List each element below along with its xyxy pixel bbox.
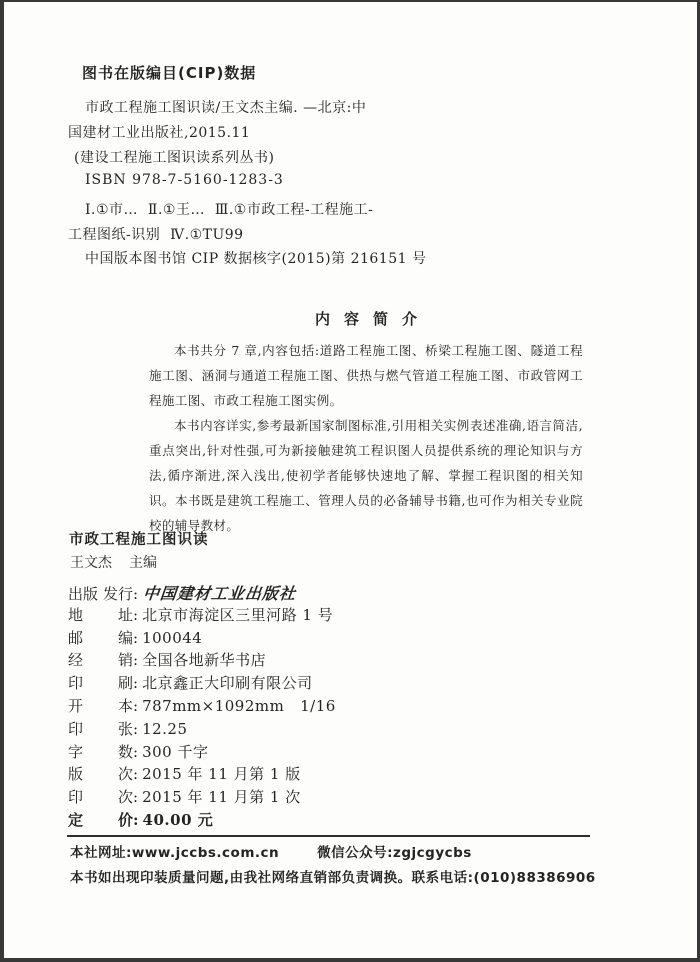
cip-heading: 图书在版编目(CIP)数据 bbox=[82, 64, 257, 82]
pub-label: 印 刷 bbox=[68, 674, 133, 693]
footer-contact-line bbox=[70, 841, 472, 861]
pub-value: 北京市海淀区三里河路 1 号 bbox=[142, 605, 334, 624]
pub-label: 出版 发行 bbox=[68, 585, 133, 603]
author-line bbox=[70, 552, 157, 572]
footer-website: 本社网址:www.jccbs.com.cn bbox=[70, 845, 280, 861]
pub-label: 字 数 bbox=[68, 742, 133, 761]
pub-row-printing: 印 次 : 2015 年 11 月第 1 次 bbox=[68, 788, 301, 807]
publication-details bbox=[68, 581, 548, 832]
pub-value: 北京鑫正大印刷有限公司 bbox=[142, 674, 313, 693]
footer-divider-rule bbox=[67, 835, 590, 837]
pub-row-printer: 印 刷 : 北京鑫正大印刷有限公司 bbox=[68, 674, 313, 693]
content-summary-section bbox=[149, 308, 583, 538]
pub-label: 邮 编 bbox=[68, 628, 133, 647]
footer-wechat: 微信公众号:zgjcgycbs bbox=[317, 845, 472, 861]
pub-value: 40.00 元 bbox=[142, 810, 214, 829]
book-title: 市政工程施工图识读 bbox=[69, 532, 209, 548]
pub-label: 开 本 bbox=[68, 696, 133, 715]
cip-record-number: 中国版本图书馆 CIP 数据核字(2015)第 216151 号 bbox=[85, 251, 427, 267]
pub-label: 地 址 bbox=[68, 605, 133, 624]
cip-isbn: ISBN 978-7-5160-1283-3 bbox=[85, 172, 284, 188]
author-role: 主编 bbox=[129, 555, 157, 571]
content-summary-paragraph-2: 本书内容详实,参考最新国家制图标准,引用相关实例表述准确,语言简洁,重点突出,针对性强,可为新接触建筑工程识图人员提供系统的理论知识与方法,循序渐进,深入浅出,使初学者能够快速地了解、掌握工程识图的相关知识。本书既是建筑工程施工、管理人员的必备辅导书籍,也可作为相关专业院校的辅导教材。 bbox=[149, 418, 583, 533]
pub-value: 300 千字 bbox=[142, 742, 209, 761]
pub-row-address: 地 址 : 北京市海淀区三里河路 1 号 bbox=[68, 605, 334, 624]
cip-publisher-line: 国建材工业出版社,2015.11 bbox=[68, 125, 251, 141]
pub-row-price: 定 价 : 40.00 元 bbox=[68, 810, 214, 829]
pub-value: 2015 年 11 月第 1 版 bbox=[142, 765, 301, 784]
pub-value: 2015 年 11 月第 1 次 bbox=[142, 788, 301, 807]
pub-label: 经 销 bbox=[68, 651, 133, 670]
pub-label: 印 张 bbox=[68, 719, 133, 738]
pub-row-publisher: 出版 发行 : 中国建材工业出版社 bbox=[68, 581, 548, 604]
cip-title-statement: 市政工程施工图识读/王文杰主编. —北京:中 bbox=[85, 100, 367, 116]
footer-quality-notice: 本书如出现印装质量问题,由我社网络直销部负责调换。联系电话:(010)88386906 bbox=[70, 870, 596, 886]
pub-value: 全国各地新华书店 bbox=[142, 651, 267, 670]
publisher-logotype: 中国建材工业出版社 bbox=[142, 584, 298, 603]
pub-row-postcode: 邮 编 : 100044 bbox=[68, 628, 203, 647]
cip-classification-line-1: Ⅰ.①市… Ⅱ.①王… Ⅲ.①市政工程-工程施工- bbox=[85, 202, 374, 218]
author-name: 王文杰 bbox=[70, 555, 112, 571]
pub-label: 版 次 bbox=[68, 765, 133, 784]
pub-row-edition: 版 次 : 2015 年 11 月第 1 版 bbox=[68, 765, 301, 784]
pub-row-format: 开 本 : 787mm×1092mm 1/16 bbox=[68, 696, 336, 715]
pub-row-sheets: 印 张 : 12.25 bbox=[68, 719, 188, 738]
pub-value: 100044 bbox=[142, 628, 203, 647]
cip-classification-line-2: 工程图纸-识别 Ⅳ.①TU99 bbox=[68, 227, 244, 243]
cip-series-line: (建设工程施工图识读系列丛书) bbox=[74, 150, 275, 166]
content-summary-title: 内容简介 bbox=[314, 310, 431, 328]
pub-row-wordcount: 字 数 : 300 千字 bbox=[68, 742, 209, 761]
pub-value: 12.25 bbox=[142, 719, 188, 738]
pub-value: 787mm×1092mm 1/16 bbox=[142, 696, 336, 715]
pub-label: 定 价 bbox=[68, 810, 133, 829]
pub-label: 印 次 bbox=[68, 788, 133, 807]
content-summary-paragraph-1: 本书共分 7 章,内容包括:道路工程施工图、桥梁工程施工图、隧道工程施工图、涵洞与通道工程施工图、供热与燃气管道工程施工图、市政管网工程施工图、市政工程施工图实例。 bbox=[149, 343, 583, 408]
pub-row-distribution: 经 销 : 全国各地新华书店 bbox=[68, 651, 267, 670]
